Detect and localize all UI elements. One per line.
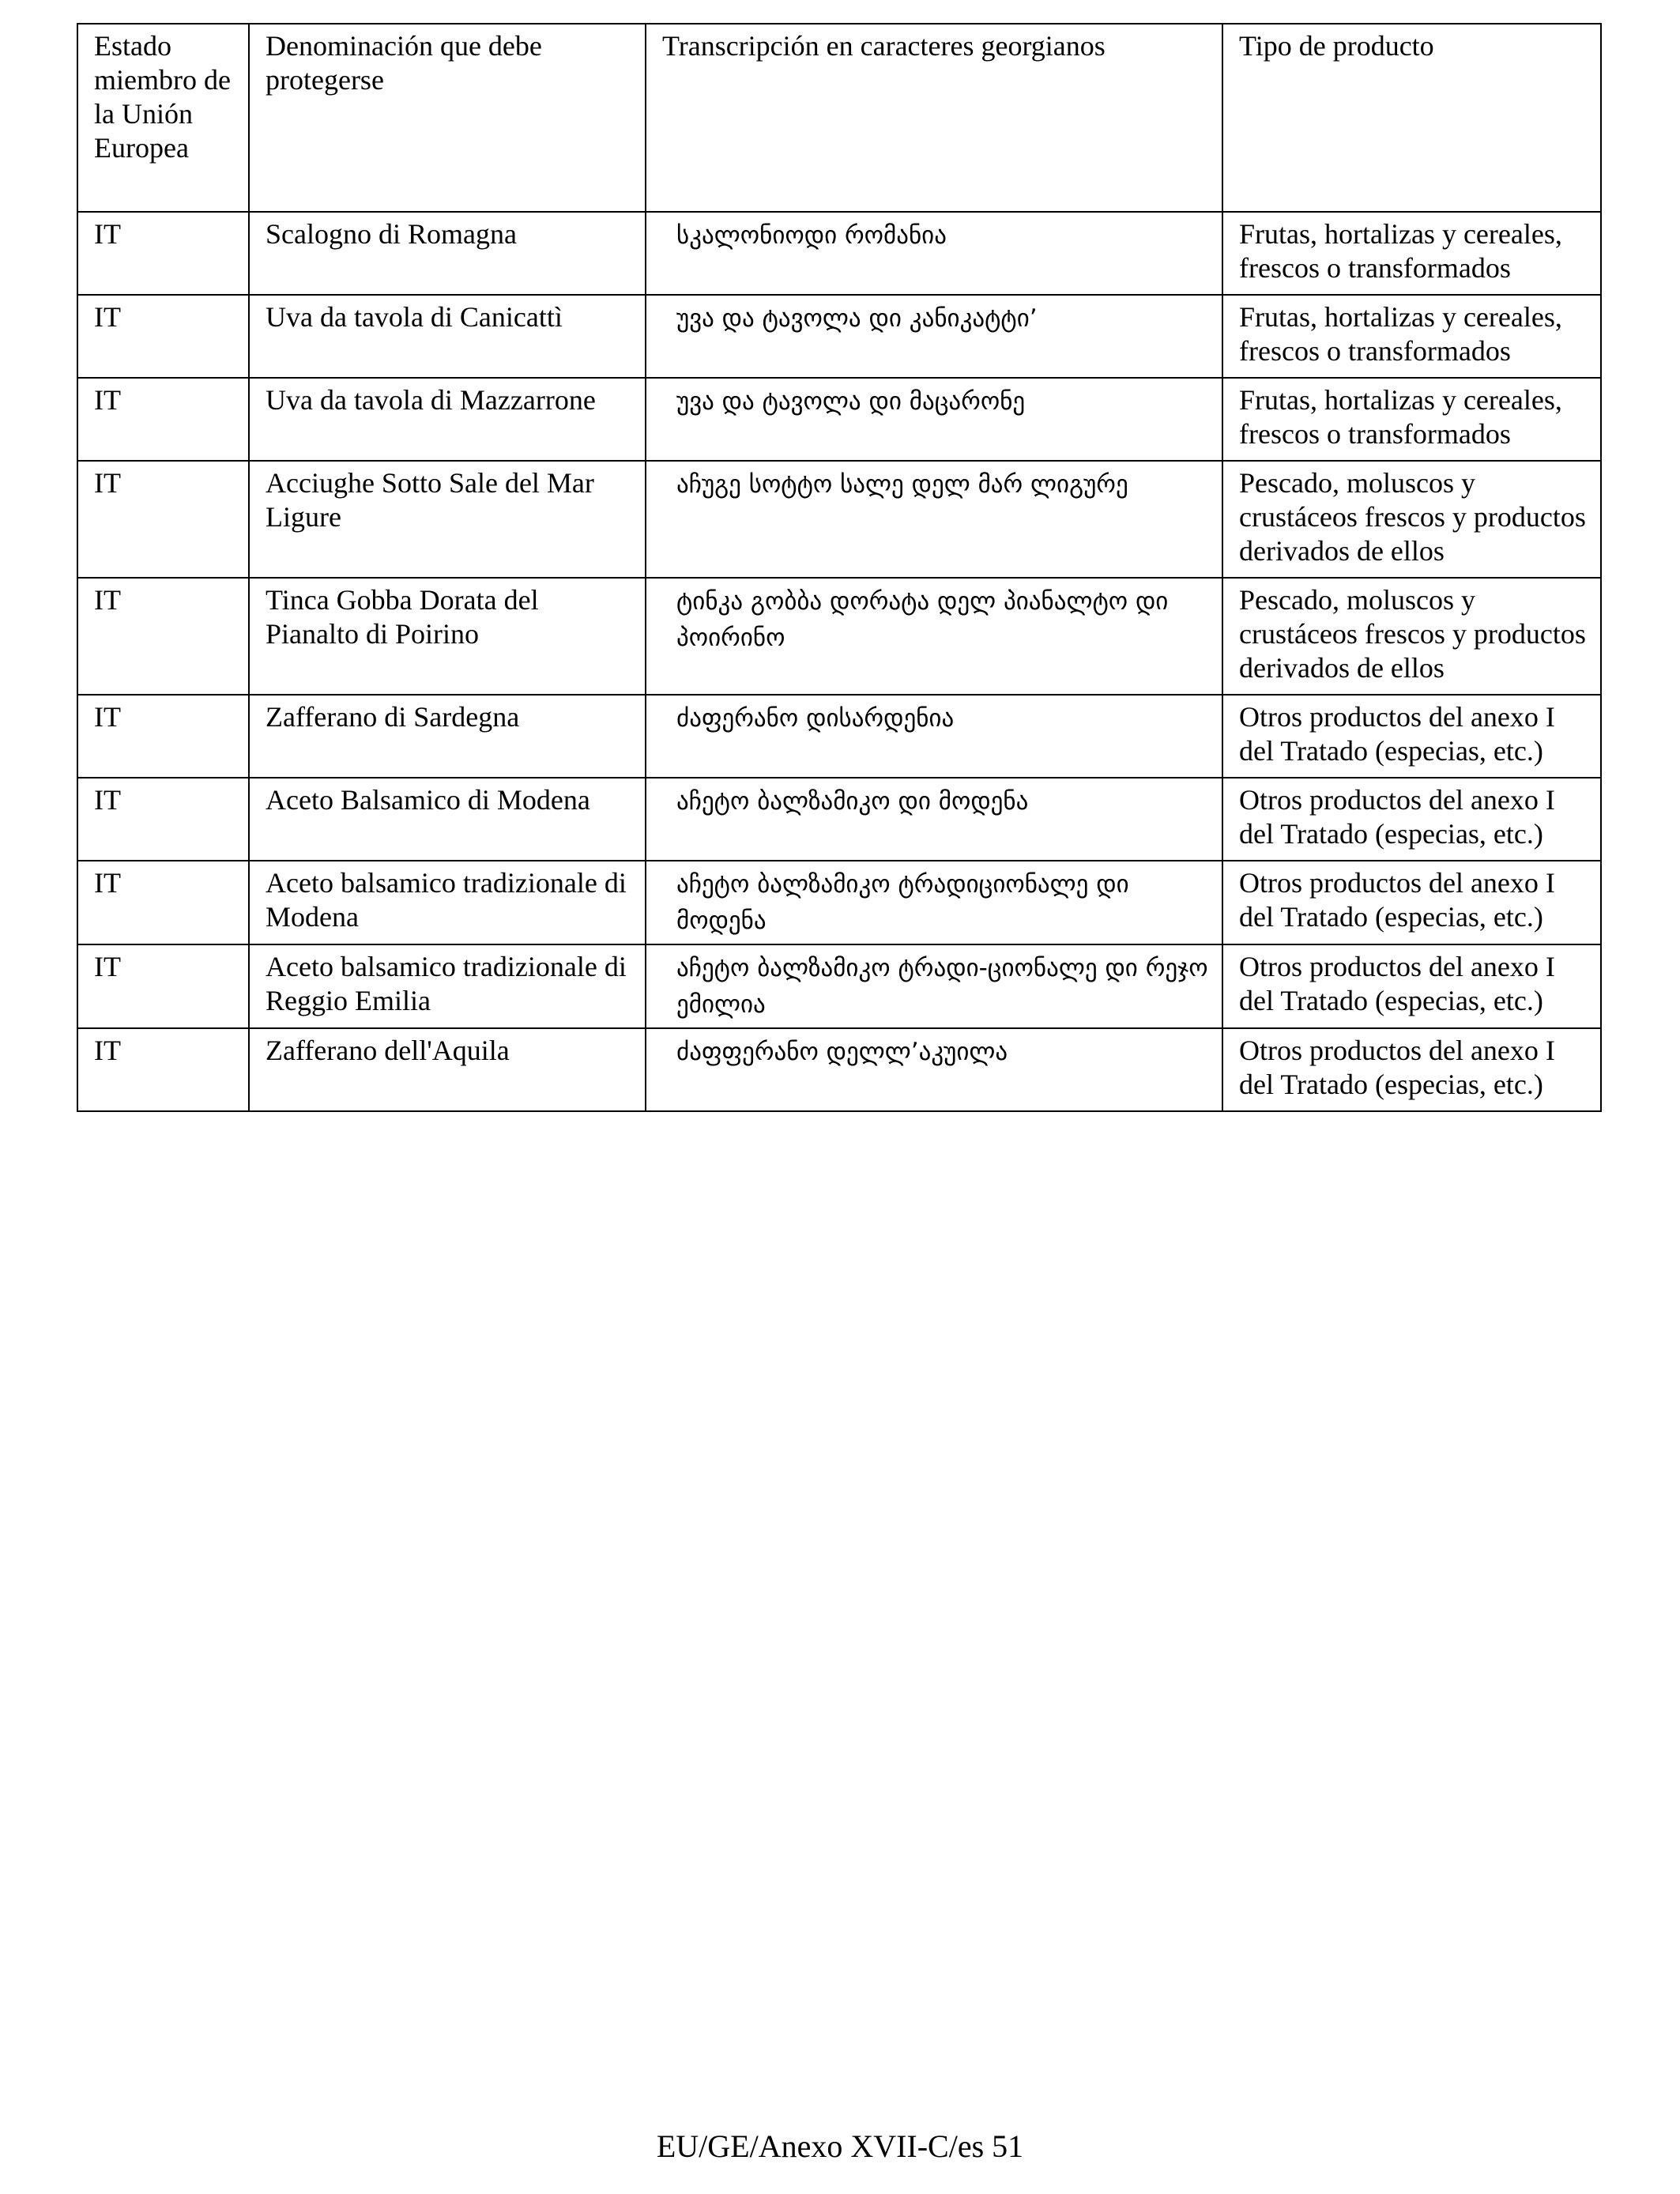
cell-product-type: Otros productos del anexo I del Tratado (especias, etc.) (1222, 861, 1601, 944)
cell-member-state: IT (77, 295, 249, 378)
table-row (77, 378, 1601, 461)
cell-product-type: Frutas, hortalizas y cereales, frescos o transformados (1222, 295, 1601, 378)
cell-denomination: Aceto balsamico tradizionale di Reggio Emilia (249, 944, 646, 1028)
cell-georgian-transcription: უვა და ტავოლა დი მაცარონე (646, 378, 1222, 461)
cell-georgian-transcription: სკალონიოდი რომანია (646, 212, 1222, 295)
cell-member-state: IT (77, 212, 249, 295)
cell-georgian-transcription: აჩეტო ბალზამიკო ტრადიციონალე დი მოდენა (646, 861, 1222, 944)
cell-georgian-transcription: ძაფფერანო დელლ’აკუილა (646, 1028, 1222, 1111)
table-row (77, 944, 1601, 1028)
cell-member-state: IT (77, 944, 249, 1028)
cell-denomination: Zafferano dell'Aquila (249, 1028, 646, 1111)
cell-product-type: Otros productos del anexo I del Tratado (especias, etc.) (1222, 695, 1601, 778)
cell-member-state: IT (77, 1028, 249, 1111)
cell-member-state: IT (77, 378, 249, 461)
cell-member-state: IT (77, 578, 249, 695)
header-georgian-transcription: Transcripción en caracteres georgianos (646, 24, 1222, 212)
cell-member-state: IT (77, 861, 249, 944)
cell-denomination: Tinca Gobba Dorata del Pianalto di Poirino (249, 578, 646, 695)
table-row (77, 578, 1601, 695)
cell-product-type: Pescado, moluscos y crustáceos frescos y productos derivados de ellos (1222, 461, 1601, 578)
header-member-state: Estado miembro de la Unión Europea (77, 24, 249, 212)
cell-product-type: Otros productos del anexo I del Tratado (especias, etc.) (1222, 778, 1601, 861)
cell-georgian-transcription: ტინკა გობბა დორატა დელ პიანალტო დი პოირინო (646, 578, 1222, 695)
cell-product-type: Otros productos del anexo I del Tratado (especias, etc.) (1222, 1028, 1601, 1111)
cell-georgian-transcription: აჩეტო ბალზამიკო ტრადი-ციონალე დი რეჯო ემილია (646, 944, 1222, 1028)
table-row (77, 295, 1601, 378)
table-header-row (77, 24, 1601, 212)
cell-denomination: Zafferano di Sardegna (249, 695, 646, 778)
cell-member-state: IT (77, 461, 249, 578)
cell-product-type: Frutas, hortalizas y cereales, frescos o transformados (1222, 378, 1601, 461)
cell-denomination: Scalogno di Romagna (249, 212, 646, 295)
cell-denomination: Uva da tavola di Canicattì (249, 295, 646, 378)
cell-denomination: Uva da tavola di Mazzarrone (249, 378, 646, 461)
page-footer-reference: EU/GE/Anexo XVII-C/es 51 (656, 2128, 1024, 2164)
header-denomination: Denominación que debe protegerse (249, 24, 646, 212)
geographical-indications-table (77, 23, 1602, 1112)
cell-denomination: Acciughe Sotto Sale del Mar Ligure (249, 461, 646, 578)
cell-georgian-transcription: აჩუგე სოტტო სალე დელ მარ ლიგურე (646, 461, 1222, 578)
table-row (77, 861, 1601, 944)
cell-product-type: Otros productos del anexo I del Tratado (especias, etc.) (1222, 944, 1601, 1028)
cell-product-type: Pescado, moluscos y crustáceos frescos y productos derivados de ellos (1222, 578, 1601, 695)
cell-denomination: Aceto Balsamico di Modena (249, 778, 646, 861)
table-row (77, 1028, 1601, 1111)
cell-denomination: Aceto balsamico tradizionale di Modena (249, 861, 646, 944)
table-row (77, 461, 1601, 578)
table-row (77, 695, 1601, 778)
cell-georgian-transcription: უვა და ტავოლა დი კანიკატტი’ (646, 295, 1222, 378)
cell-georgian-transcription: აჩეტო ბალზამიკო დი მოდენა (646, 778, 1222, 861)
header-product-type: Tipo de producto (1222, 24, 1601, 212)
table-row (77, 212, 1601, 295)
table-row (77, 778, 1601, 861)
cell-member-state: IT (77, 778, 249, 861)
cell-member-state: IT (77, 695, 249, 778)
cell-product-type: Frutas, hortalizas y cereales, frescos o transformados (1222, 212, 1601, 295)
cell-georgian-transcription: ძაფერანო დისარდენია (646, 695, 1222, 778)
